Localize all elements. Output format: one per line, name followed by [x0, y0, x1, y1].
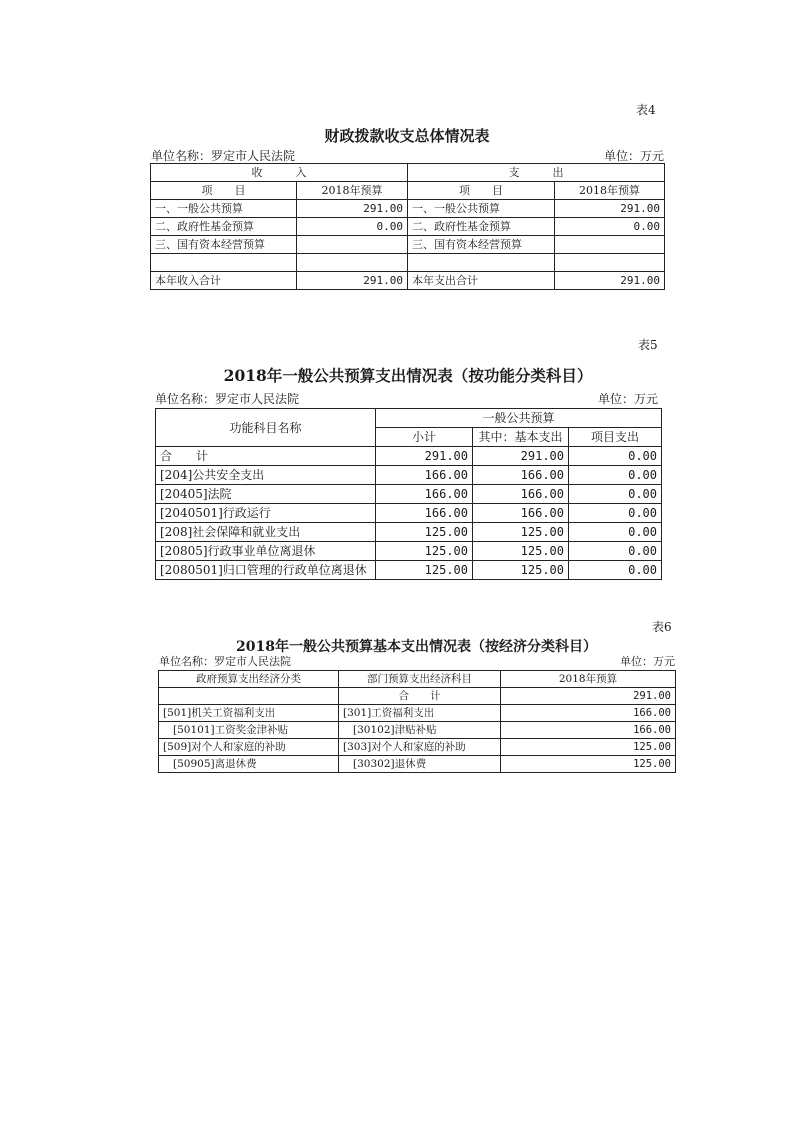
table6-header-row — [159, 671, 676, 688]
basic-value: 166.00 — [473, 466, 569, 485]
dept-class: [30102]津贴补贴 — [339, 722, 501, 739]
table6 — [158, 670, 676, 773]
table4-unit: 单位：万元 — [604, 149, 665, 163]
dept-class: [301]工资福利支出 — [339, 705, 501, 722]
expense-item — [408, 254, 555, 272]
subtotal-value: 125.00 — [376, 561, 473, 580]
total-label: 合 计 — [156, 447, 376, 466]
total-subtotal: 291.00 — [376, 447, 473, 466]
budget-value: 125.00 — [501, 756, 676, 773]
project-value: 0.00 — [569, 523, 662, 542]
project-col: 项目支出 — [569, 428, 662, 447]
subtotal-value: 166.00 — [376, 485, 473, 504]
function-name-col: 功能科目名称 — [156, 409, 376, 447]
table4-subheader-row — [151, 182, 665, 200]
table-row — [156, 504, 662, 523]
table-row — [156, 485, 662, 504]
gov-class: [50905]离退休费 — [159, 756, 339, 773]
income-header: 收 入 — [151, 164, 408, 182]
expense-header: 支 出 — [408, 164, 665, 182]
expense-item: 二、政府性基金预算 — [408, 218, 555, 236]
expense-budget-col: 2018年预算 — [555, 182, 665, 200]
income-total-label: 本年收入合计 — [151, 272, 297, 290]
gov-class-col: 政府预算支出经济分类 — [159, 671, 339, 688]
dept-class: [30302]退休费 — [339, 756, 501, 773]
table6-title: 2018年一般公共预算基本支出情况表（按经济分类科目） — [236, 639, 597, 655]
project-value: 0.00 — [569, 504, 662, 523]
function-name: [20805]行政事业单位离退休 — [156, 542, 376, 561]
table-row — [159, 756, 676, 773]
subtotal-value: 166.00 — [376, 466, 473, 485]
dept-class-col: 部门预算支出经济科目 — [339, 671, 501, 688]
table5-title: 2018年一般公共预算支出情况表（按功能分类科目） — [223, 366, 593, 385]
table-row — [151, 200, 665, 218]
income-value — [297, 236, 408, 254]
expense-total-label: 本年支出合计 — [408, 272, 555, 290]
expense-item-col: 项 目 — [408, 182, 555, 200]
income-budget-col: 2018年预算 — [297, 182, 408, 200]
table-row — [159, 722, 676, 739]
table-row — [159, 739, 676, 756]
table4-header-row — [151, 164, 665, 182]
table-row — [156, 523, 662, 542]
table6-unit-name: 单位名称：罗定市人民法院 — [159, 655, 291, 668]
income-item-col: 项 目 — [151, 182, 297, 200]
expense-value: 291.00 — [555, 200, 665, 218]
total-gov-empty — [159, 688, 339, 705]
table4-total-row — [151, 272, 665, 290]
basic-value: 125.00 — [473, 542, 569, 561]
income-total-value: 291.00 — [297, 272, 408, 290]
total-label: 合 计 — [339, 688, 501, 705]
total-basic: 291.00 — [473, 447, 569, 466]
project-value: 0.00 — [569, 485, 662, 504]
function-name: [204]公共安全支出 — [156, 466, 376, 485]
table6-total-row — [159, 688, 676, 705]
expense-item: 三、国有资本经营预算 — [408, 236, 555, 254]
table5-unit-name: 单位名称：罗定市人民法院 — [155, 392, 300, 406]
function-name: [20405]法院 — [156, 485, 376, 504]
expense-item: 一、一般公共预算 — [408, 200, 555, 218]
general-budget-col: 一般公共预算 — [376, 409, 662, 428]
table-row — [156, 466, 662, 485]
function-name: [2080501]归口管理的行政单位离退休 — [156, 561, 376, 580]
project-value: 0.00 — [569, 542, 662, 561]
basic-value: 166.00 — [473, 485, 569, 504]
table-row — [159, 705, 676, 722]
expense-value — [555, 254, 665, 272]
function-name: [2040501]行政运行 — [156, 504, 376, 523]
basic-value: 166.00 — [473, 504, 569, 523]
table6-tag: 表6 — [652, 620, 672, 634]
table5-tag: 表5 — [638, 338, 658, 352]
table5 — [155, 408, 662, 580]
table5-header-row — [156, 409, 662, 428]
function-name: [208]社会保障和就业支出 — [156, 523, 376, 542]
income-value: 291.00 — [297, 200, 408, 218]
project-value: 0.00 — [569, 561, 662, 580]
budget-col: 2018年预算 — [501, 671, 676, 688]
total-value: 291.00 — [501, 688, 676, 705]
expense-total-value: 291.00 — [555, 272, 665, 290]
subtotal-value: 125.00 — [376, 542, 473, 561]
income-value: 0.00 — [297, 218, 408, 236]
income-item — [151, 254, 297, 272]
table4 — [150, 163, 665, 290]
income-item: 三、国有资本经营预算 — [151, 236, 297, 254]
gov-class: [501]机关工资福利支出 — [159, 705, 339, 722]
table4-unit-name: 单位名称：罗定市人民法院 — [151, 149, 296, 163]
basic-col: 其中：基本支出 — [473, 428, 569, 447]
expense-value — [555, 236, 665, 254]
dept-class: [303]对个人和家庭的补助 — [339, 739, 501, 756]
budget-value: 166.00 — [501, 722, 676, 739]
budget-value: 166.00 — [501, 705, 676, 722]
table-row — [151, 254, 665, 272]
income-value — [297, 254, 408, 272]
basic-value: 125.00 — [473, 561, 569, 580]
subtotal-col: 小计 — [376, 428, 473, 447]
subtotal-value: 166.00 — [376, 504, 473, 523]
gov-class: [509]对个人和家庭的补助 — [159, 739, 339, 756]
expense-value: 0.00 — [555, 218, 665, 236]
subtotal-value: 125.00 — [376, 523, 473, 542]
table-row — [151, 236, 665, 254]
table-row — [156, 542, 662, 561]
income-item: 二、政府性基金预算 — [151, 218, 297, 236]
project-value: 0.00 — [569, 466, 662, 485]
table6-unit: 单位：万元 — [620, 655, 675, 668]
total-project: 0.00 — [569, 447, 662, 466]
table4-tag: 表4 — [636, 103, 656, 117]
basic-value: 125.00 — [473, 523, 569, 542]
budget-value: 125.00 — [501, 739, 676, 756]
table4-title: 财政拨款收支总体情况表 — [324, 127, 490, 145]
table-row — [151, 218, 665, 236]
table5-unit: 单位：万元 — [598, 392, 659, 406]
table-row — [156, 561, 662, 580]
income-item: 一、一般公共预算 — [151, 200, 297, 218]
table5-total-row — [156, 447, 662, 466]
gov-class: [50101]工资奖金津补贴 — [159, 722, 339, 739]
